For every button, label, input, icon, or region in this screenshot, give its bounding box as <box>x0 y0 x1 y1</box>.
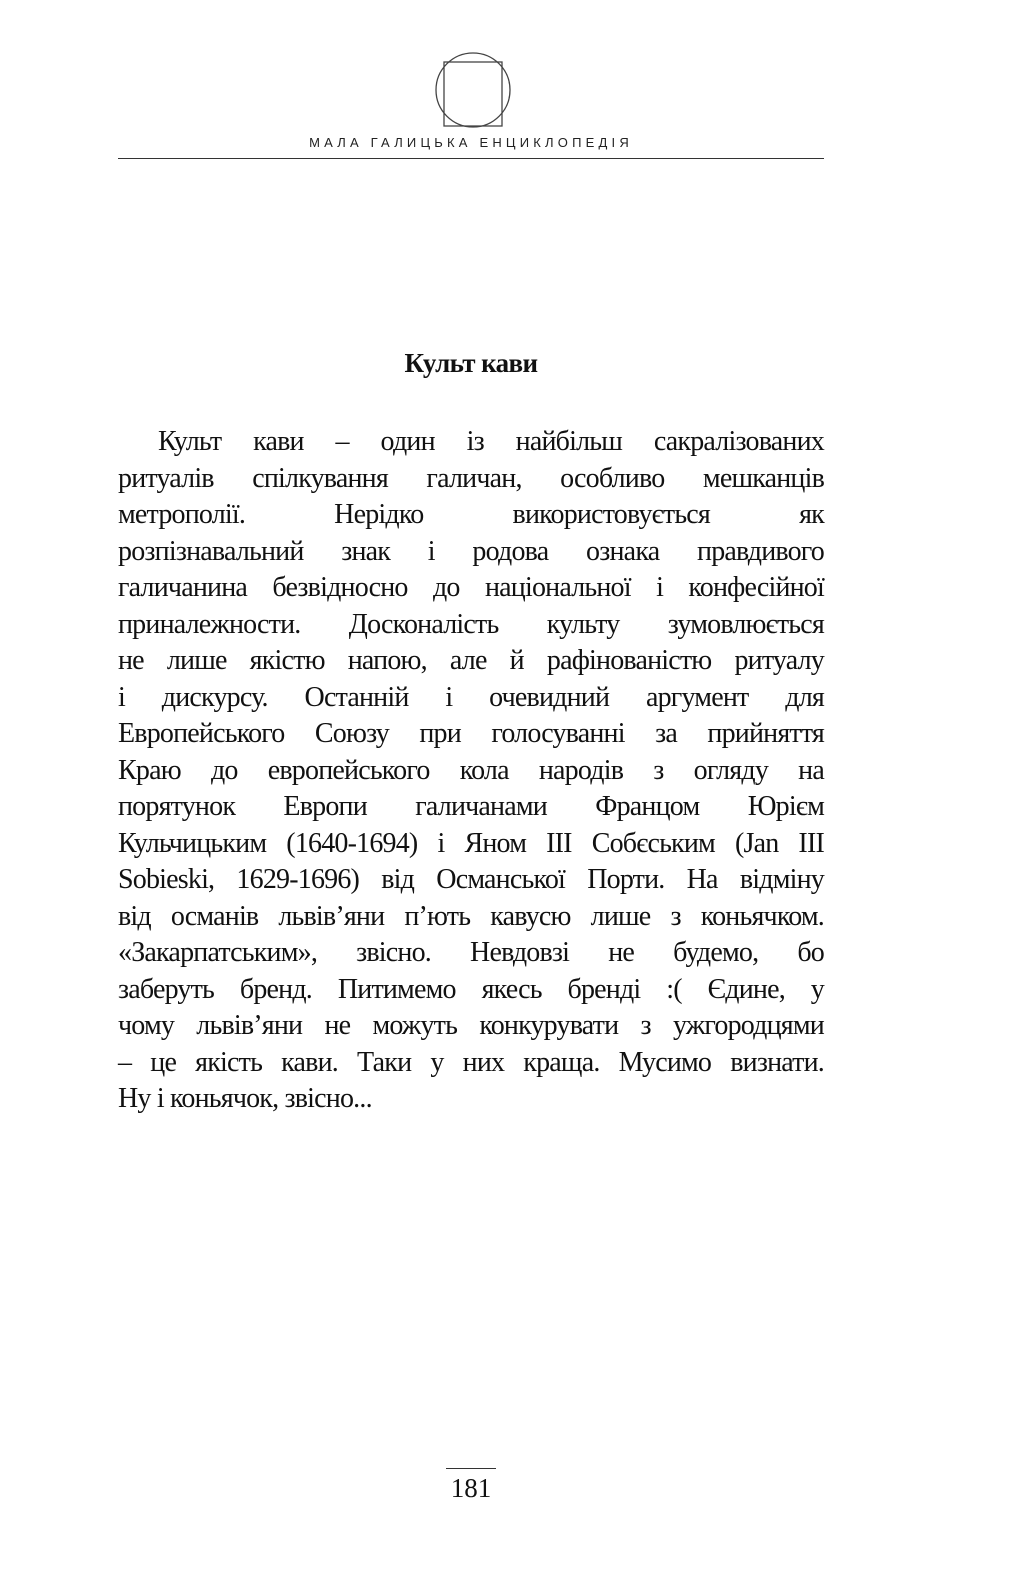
text-line: Краю до европейського кола народів з огляду на <box>118 754 824 786</box>
text-line: Европейського Союзу при голосуванні за прийняття <box>118 718 824 749</box>
header-rule <box>118 158 824 159</box>
text-line: метрополії. Нерідко використовується як <box>118 499 824 530</box>
text-line: Ну і коньячок, звісно... <box>118 1083 372 1114</box>
running-header: МАЛА ГАЛИЦЬКА ЕНЦИКЛОПЕДІЯ <box>309 135 633 150</box>
text-line: «Закарпатським», звісно. Невдовзі не будемо, бо <box>118 937 824 968</box>
text-line: і дискурсу. Останній і очевидний аргумент для <box>118 681 824 713</box>
text-line: галичанина безвідносно до національної і конфесійної <box>118 572 824 603</box>
text-line: чому львів’яни не можуть конкурувати з ужгородцями <box>118 1010 824 1041</box>
text-line: не лише якістю напою, але й рафінованістю ритуалу <box>118 645 824 676</box>
text-line: Кульчицьким (1640-1694) і Яном III Собєським (Jan III <box>118 827 824 859</box>
text-line: Культ кави – один із найбільш сакралізованих <box>158 426 824 457</box>
text-line: ритуалів спілкування галичан, особливо мешканців <box>118 462 824 494</box>
text-line: – це якість кави. Таки у них краща. Мусимо визнати. <box>118 1046 824 1078</box>
text-line: заберуть бренд. Питимемо якесь бренді :( Єдине, у <box>118 973 824 1005</box>
text-line: приналежности. Досконалість культу зумовлюється <box>118 608 824 640</box>
article-body <box>118 424 824 1118</box>
text-line: порятунок Европи галичанами Францом Юрієм <box>118 791 824 822</box>
article-title: Культ кави <box>404 348 538 378</box>
text-line: від османів львів’яни п’ють кавусю лише з коньячком. <box>118 900 824 932</box>
text-line: Sobieski, 1629-1696) від Османської Порти. На відміну <box>118 864 824 895</box>
text-line: розпізнавальний знак і родова ознака правдивого <box>118 535 824 567</box>
page-number: 181 <box>446 1468 496 1504</box>
encyclopedia-emblem-icon <box>434 50 512 130</box>
